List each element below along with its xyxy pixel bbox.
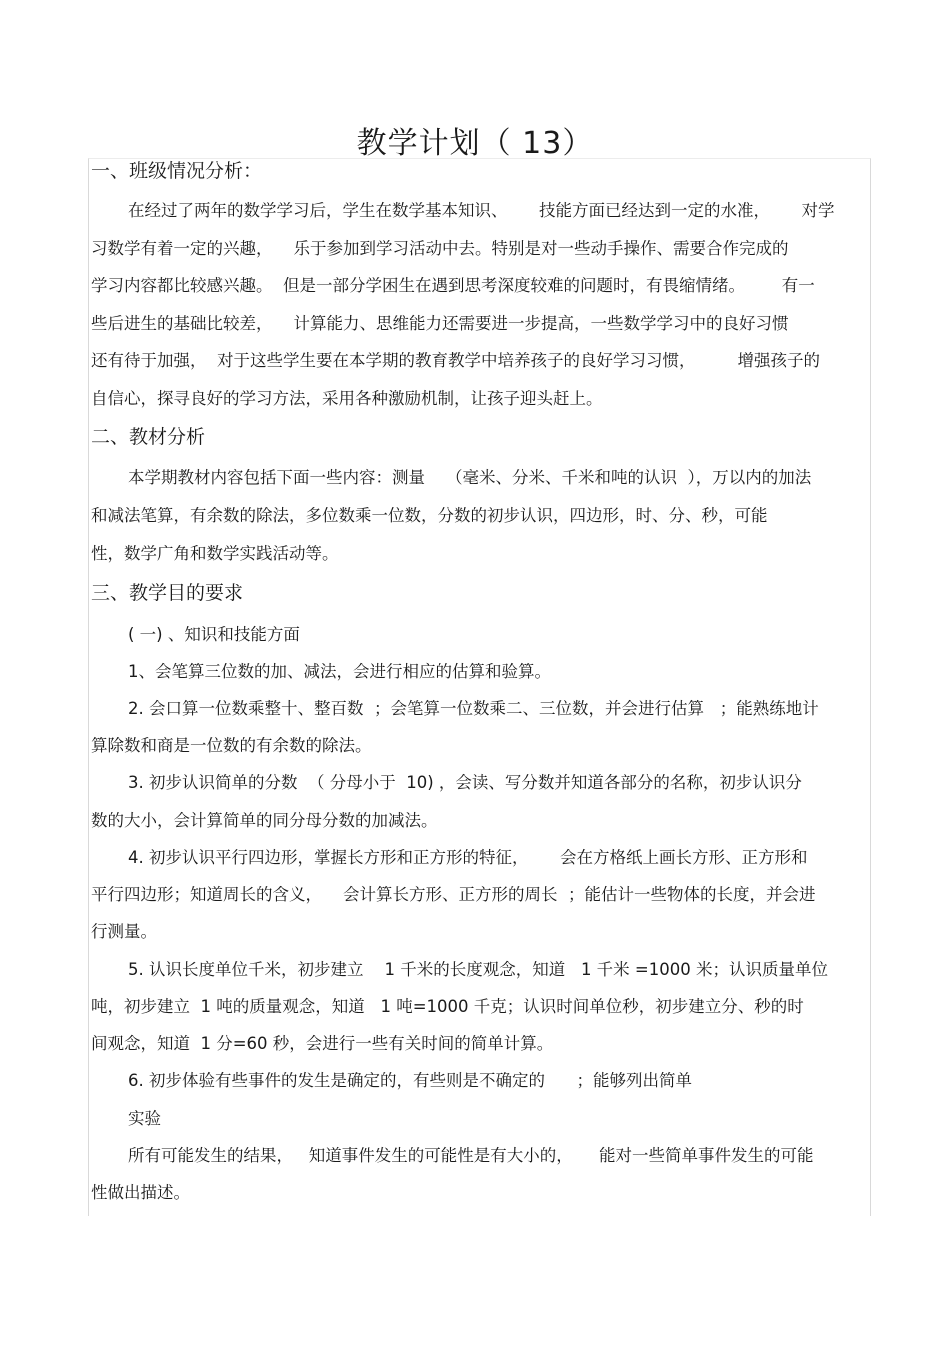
section-heading-class-analysis: 一、班级情况分析： <box>91 160 263 182</box>
paragraph-line: 自信心，探寻良好的学习方法，采用各种激励机制，让孩子迎头赶上。 <box>91 389 603 408</box>
goal-item-1: 1、会笔算三位数的加、减法，会进行相应的估算和验算。 <box>128 662 551 681</box>
document-title: 教学计划（ 13） <box>356 126 594 161</box>
paragraph-line: 算除数和商是一位数的有余数的除法。 <box>91 736 372 755</box>
paragraph-line: 所有可能发生的结果， 知道事件发生的可能性是有大小的， 能对一些简单事件发生的可能 <box>128 1146 814 1165</box>
paragraph-line: 数的大小，会计算简单的同分母分数的加减法。 <box>91 811 438 830</box>
goal-item-6: 6. 初步体验有些事件的发生是确定的，有些则是不确定的 ；能够列出简单 <box>128 1071 692 1090</box>
goal-item-2: 2. 会口算一位数乘整十、整百数 ；会笔算一位数乘二、三位数，并会进行估算 ；能熟练地计 <box>128 699 819 718</box>
paragraph-line: 吨，初步建立 1 吨的质量观念，知道 1 吨=1000 千克；认识时间单位秒，初步建立分、秒的时 <box>91 997 804 1016</box>
paragraph-line: 学习内容都比较感兴趣。 但是一部分学困生在遇到思考深度较难的问题时，有畏缩情绪。 有一 <box>91 276 815 295</box>
paragraph-line: 些后进生的基础比较差， 计算能力、思维能力还需要进一步提高，一些数学学习中的良好习惯 <box>91 314 789 333</box>
paragraph-line: 还有待于加强， 对于这些学生要在本学期的教育教学中培养孩子的良好学习习惯， 增强孩子的 <box>91 351 820 370</box>
paragraph-line: 性做出描述。 <box>91 1183 190 1202</box>
paragraph-line: 习数学有着一定的兴趣， 乐于参加到学习活动中去。特别是对一些动手操作、需要合作完成的 <box>91 239 789 258</box>
section-heading-teaching-goals: 三、教学目的要求 <box>91 582 244 604</box>
paragraph-line: 在经过了两年的数学学习后，学生在数学基本知识、 技能方面已经达到一定的水准， 对学 <box>128 201 835 220</box>
goal-item-4: 4. 初步认识平行四边形，掌握长方形和正方形的特征， 会在方格纸上画长方形、正方形和 <box>128 848 808 867</box>
paragraph-line: 间观念，知道 1 分=60 秒，会进行一些有关时间的简单计算。 <box>91 1034 554 1053</box>
paragraph-line: 和减法笔算，有余数的除法，多位数乘一位数，分数的初步认识，四边形，时、分、秒，可能 <box>91 506 768 525</box>
paragraph-line: 平行四边形；知道周长的含义， 会计算长方形、正方形的周长 ；能估计一些物体的长度，并会进 <box>91 885 816 904</box>
goal-item-5: 5. 认识长度单位千米，初步建立 1 千米的长度观念，知道 1 千米 =1000 米；认识质量单位 <box>128 960 828 979</box>
paragraph-line: 性，数学广角和数学实践活动等。 <box>91 544 339 563</box>
section-heading-textbook-analysis: 二、教材分析 <box>91 426 206 448</box>
goal-item-3: 3. 初步认识简单的分数 （ 分母小于 10) ，会读、写分数并知道各部分的名称，初步认识分 <box>128 773 802 792</box>
paragraph-line: 本学期教材内容包括下面一些内容：测量 （毫米、分米、千米和吨的认识 ），万以内的加法 <box>128 468 812 487</box>
subheading-knowledge-skills: ( 一) 、知识和技能方面 <box>128 625 300 644</box>
paragraph-line: 行测量。 <box>91 922 157 941</box>
paragraph-line: 实验 <box>128 1109 161 1128</box>
